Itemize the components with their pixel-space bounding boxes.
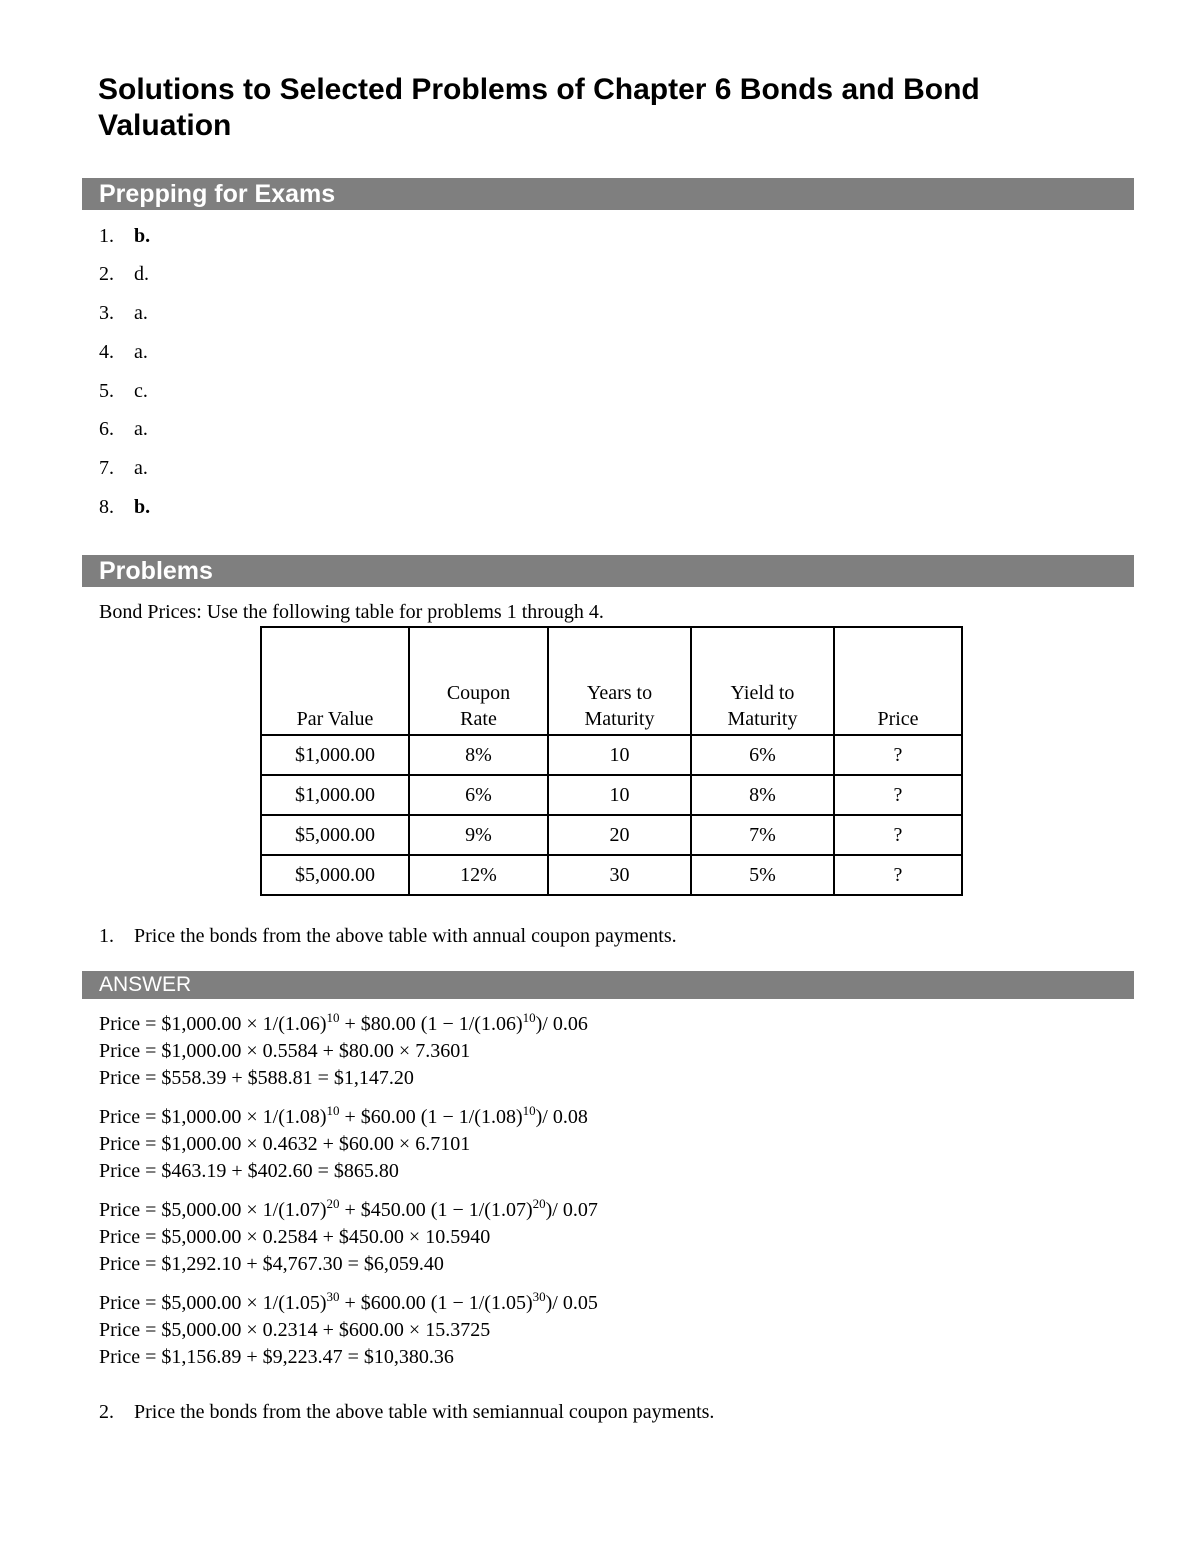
table-cell: $5,000.00 <box>261 855 409 895</box>
table-cell: 6% <box>691 735 834 775</box>
calc-line-formula: Price = $5,000.00 × $1/(1.05)^{30}$ + $600.00 $(1 - 1/(1.05)^{30})/$ 0.05 <box>99 1289 598 1314</box>
item-number: 7. <box>99 457 114 479</box>
bond-table <box>260 626 963 896</box>
table-cell: ? <box>834 775 962 815</box>
table-cell: 6% <box>409 775 548 815</box>
calc-line-formula: Price = $5,000.00 × $1/(1.07)^{20}$ + $450.00 $(1 - 1/(1.07)^{20})/$ 0.07 <box>99 1196 598 1221</box>
table-header-row <box>261 627 962 735</box>
item-answer: a. <box>134 302 148 324</box>
column-header-yield-to-maturity: Yield to Maturity <box>691 627 834 735</box>
table-cell: 8% <box>409 735 548 775</box>
table-cell: 9% <box>409 815 548 855</box>
list-item <box>99 417 148 441</box>
item-answer: b. <box>134 496 151 518</box>
list-item <box>99 340 148 364</box>
list-item <box>99 495 150 519</box>
column-header-years-to-maturity: Years to Maturity <box>548 627 691 735</box>
item-answer: a. <box>134 341 148 363</box>
item-answer: d. <box>134 263 149 285</box>
problem-question-2 <box>99 1400 714 1424</box>
list-item <box>99 262 149 286</box>
item-number: 4. <box>99 341 114 363</box>
table-cell: ? <box>834 855 962 895</box>
table-cell: 10 <box>548 775 691 815</box>
item-number: 8. <box>99 496 114 518</box>
calc-line-result: Price = $1,156.89 + $9,223.47 = $10,380.36 <box>99 1346 454 1368</box>
list-item <box>99 224 150 248</box>
column-header-coupon-rate: Coupon Rate <box>409 627 548 735</box>
answer-label: ANSWER <box>82 971 1134 999</box>
table-cell: $1,000.00 <box>261 735 409 775</box>
table-cell: ? <box>834 815 962 855</box>
item-number: 2. <box>99 263 114 285</box>
table-cell: $1,000.00 <box>261 775 409 815</box>
calc-line-formula: Price = $1,000.00 × $1/(1.06)^{10}$ + $80.00 $(1 - 1/(1.06)^{10})/$ 0.06 <box>99 1010 588 1035</box>
question-number: 2. <box>99 1401 114 1423</box>
calc-line-factors: Price = $5,000.00 × 0.2584 + $450.00 × 10.5940 <box>99 1226 491 1248</box>
table-cell: 7% <box>691 815 834 855</box>
item-number: 5. <box>99 380 114 402</box>
calc-line-formula: Price = $1,000.00 × $1/(1.08)^{10}$ + $60.00 $(1 - 1/(1.08)^{10})/$ 0.08 <box>99 1103 588 1128</box>
calc-block <box>99 1290 598 1371</box>
table-row <box>261 775 962 815</box>
item-number: 1. <box>99 225 114 247</box>
table-cell: 8% <box>691 775 834 815</box>
section-heading-problems: Problems <box>82 555 1134 587</box>
column-header-price: Price <box>834 627 962 735</box>
item-number: 6. <box>99 418 114 440</box>
table-cell: 10 <box>548 735 691 775</box>
page-title: Solutions to Selected Problems of Chapter 6 Bonds and Bond Valuation <box>98 73 980 142</box>
table-cell: ? <box>834 735 962 775</box>
question-text: Price the bonds from the above table with semiannual coupon payments. <box>134 1401 715 1423</box>
table-cell: 5% <box>691 855 834 895</box>
item-answer: c. <box>134 380 148 402</box>
problems-intro: Bond Prices: Use the following table for problems 1 through 4. <box>99 601 604 623</box>
calc-line-result: Price = $558.39 + $588.81 = $1,147.20 <box>99 1067 414 1089</box>
calc-line-factors: Price = $5,000.00 × 0.2314 + $600.00 × 15.3725 <box>99 1319 491 1341</box>
calc-block <box>99 1197 598 1278</box>
calc-line-result: Price = $1,292.10 + $4,767.30 = $6,059.40 <box>99 1253 444 1275</box>
list-item <box>99 379 148 403</box>
table-cell: $5,000.00 <box>261 815 409 855</box>
item-number: 3. <box>99 302 114 324</box>
table-cell: 12% <box>409 855 548 895</box>
list-item <box>99 456 148 480</box>
column-header-par-value: Par Value <box>261 627 409 735</box>
table-row <box>261 855 962 895</box>
table-row <box>261 815 962 855</box>
calc-line-result: Price = $463.19 + $402.60 = $865.80 <box>99 1160 399 1182</box>
question-number: 1. <box>99 925 114 947</box>
table-row <box>261 735 962 775</box>
calc-block <box>99 1104 588 1185</box>
problem-question-1 <box>99 924 677 948</box>
calc-block <box>99 1011 588 1092</box>
item-answer: a. <box>134 457 148 479</box>
list-item <box>99 301 148 325</box>
item-answer: a. <box>134 418 148 440</box>
table-cell: 30 <box>548 855 691 895</box>
item-answer: b. <box>134 225 151 247</box>
calc-line-factors: Price = $1,000.00 × 0.4632 + $60.00 × 6.7101 <box>99 1133 471 1155</box>
table-cell: 20 <box>548 815 691 855</box>
calc-line-factors: Price = $1,000.00 × 0.5584 + $80.00 × 7.3601 <box>99 1040 471 1062</box>
section-heading-prepping: Prepping for Exams <box>82 178 1134 210</box>
question-text: Price the bonds from the above table with annual coupon payments. <box>134 925 677 947</box>
